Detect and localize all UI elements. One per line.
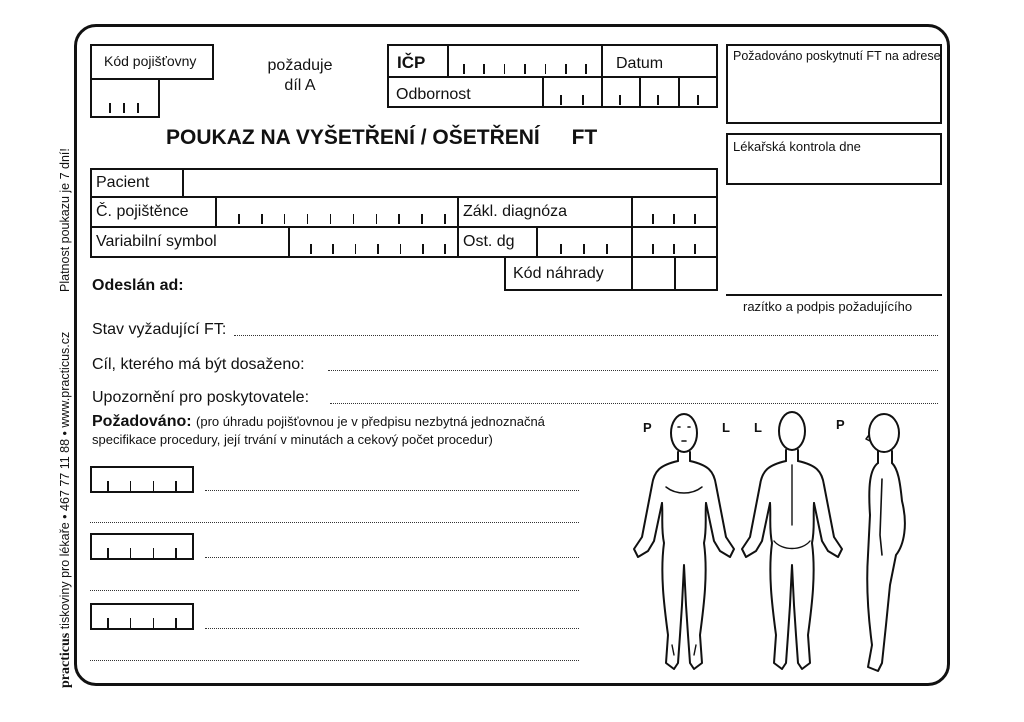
- variable-symbol-field[interactable]: [310, 244, 446, 254]
- specialty-divider: [542, 76, 544, 108]
- provider-note-label: Upozornění pro poskytovatele:: [92, 389, 310, 406]
- side-figure: [866, 414, 905, 671]
- goal-label: Cíl, kterého má být dosaženo:: [92, 356, 305, 373]
- procedure-ticks-2: [107, 548, 177, 558]
- patient-label: Pacient: [96, 174, 150, 191]
- compensation-code-field[interactable]: [634, 259, 714, 288]
- ostdg-divider-2: [631, 226, 633, 258]
- publisher-contact: tiskoviny pro lékaře • 467 77 11 88 • www.practicus.cz: [58, 331, 72, 630]
- date-divider-v: [601, 44, 603, 77]
- procedure-line-2a[interactable]: [205, 557, 579, 558]
- other-dg-field-2[interactable]: [652, 244, 696, 254]
- address-label: Požadováno poskytnutí FT na adrese: [733, 49, 941, 63]
- basic-diagnosis-label: Zákl. diagnóza: [463, 203, 568, 220]
- icp-field[interactable]: [463, 64, 587, 74]
- variable-symbol-label: Variabilní symbol: [96, 233, 217, 250]
- procedure-line-3b[interactable]: [90, 660, 579, 661]
- specialty-field[interactable]: [560, 95, 584, 105]
- requested-note-2: specifikace procedury, její trvání v minutách a cekový počet procedur): [92, 432, 493, 447]
- patient-field[interactable]: [186, 170, 714, 196]
- insured-divider-2: [457, 196, 459, 228]
- icp-divider-v: [447, 44, 449, 77]
- procedure-line-1a[interactable]: [205, 490, 579, 491]
- procedure-ticks-1: [107, 481, 177, 491]
- insured-divider: [215, 196, 217, 228]
- brand-logo: practicus: [58, 632, 73, 688]
- vs-divider: [288, 226, 290, 258]
- state-field[interactable]: [234, 335, 938, 336]
- figure-label-p2: P: [836, 417, 845, 432]
- other-dg-label: Ost. dg: [463, 233, 515, 250]
- sent-to-label: Odeslán ad:: [92, 277, 184, 294]
- provider-note-field[interactable]: [330, 403, 938, 404]
- date-cell-2: [639, 76, 641, 108]
- front-figure: [634, 414, 734, 669]
- date-label: Datum: [616, 55, 664, 72]
- publisher-info: [58, 332, 74, 688]
- compensation-code-label: Kód náhrady: [513, 265, 604, 282]
- requires-part-a: požaduje díl A: [267, 57, 333, 94]
- date-cell-1: [601, 76, 603, 108]
- validity-note: Platnost poukazu je 7 dní!: [58, 148, 72, 292]
- date-cell-3: [678, 76, 680, 108]
- diag-divider: [631, 196, 633, 228]
- back-figure: [742, 412, 842, 669]
- patient-divider: [182, 168, 184, 198]
- requested-note-1: (pro úhradu pojišťovnou je v předpisu nezbytná jednoznačná: [196, 414, 545, 429]
- state-label: Stav vyžadující FT:: [92, 321, 227, 338]
- basic-diagnosis-field[interactable]: [652, 214, 696, 224]
- date-field-day[interactable]: [619, 95, 621, 105]
- insurance-code-ticks: [109, 103, 139, 113]
- comp-divider: [631, 256, 633, 291]
- icp-label: IČP: [397, 53, 426, 72]
- other-dg-field-1[interactable]: [560, 244, 608, 254]
- medical-check-label: Lékařská kontrola dne: [733, 139, 861, 154]
- requested-heading: [92, 413, 545, 431]
- insured-number-field[interactable]: [238, 214, 446, 224]
- figure-label-l2: L: [754, 420, 762, 435]
- vs-divider-2: [457, 226, 459, 258]
- date-field-month[interactable]: [657, 95, 659, 105]
- procedure-ticks-3: [107, 618, 177, 628]
- insurance-code-label: Kód pojišťovny: [104, 53, 197, 69]
- form-title-main: POUKAZ NA VYŠETŘENÍ / OŠETŘENÍ: [166, 126, 540, 149]
- specialty-label: Odbornost: [396, 86, 471, 103]
- goal-field[interactable]: [328, 370, 938, 371]
- insured-number-label: Č. pojištěnce: [96, 203, 189, 220]
- procedure-line-1b[interactable]: [90, 522, 579, 523]
- body-diagram[interactable]: [616, 405, 936, 681]
- form-title-suffix: FT: [571, 126, 598, 149]
- ostdg-divider: [536, 226, 538, 258]
- procedure-line-2b[interactable]: [90, 590, 579, 591]
- form-title: [166, 126, 597, 150]
- figure-label-p1: P: [643, 420, 652, 435]
- procedure-line-3a[interactable]: [205, 628, 579, 629]
- date-field-year[interactable]: [697, 95, 699, 105]
- stamp-signature-label: razítko a podpis požadujícího: [743, 299, 913, 314]
- signature-line: [726, 294, 942, 296]
- requested-label: Požadováno:: [92, 413, 192, 430]
- icp-divider: [387, 76, 718, 78]
- figure-label-l1: L: [722, 420, 730, 435]
